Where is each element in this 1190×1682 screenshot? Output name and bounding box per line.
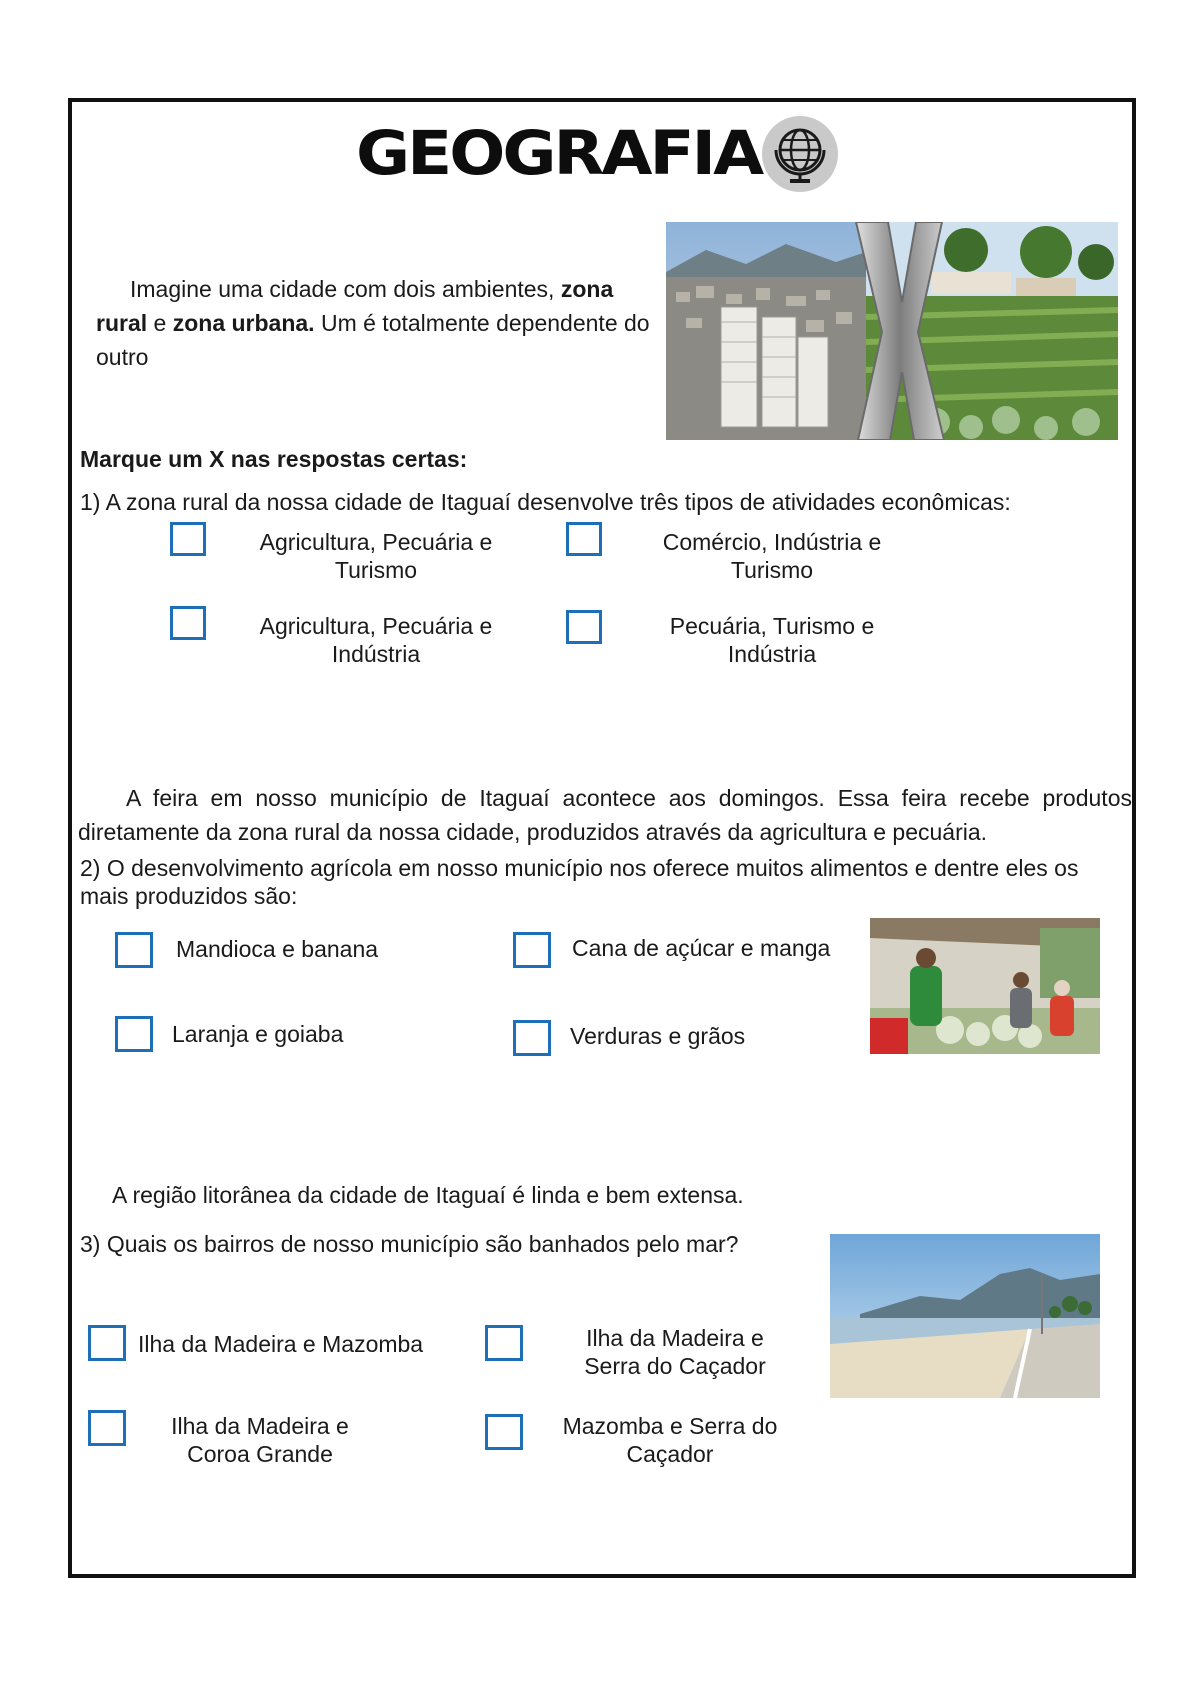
- option-q2-b: Cana de açúcar e manga: [572, 935, 831, 961]
- option-q3-d: Mazomba e Serra do Caçador: [562, 1413, 778, 1467]
- question-3: 3) Quais os bairros de nosso município são banhados pelo mar?: [80, 1231, 739, 1257]
- question-2: 2) O desenvolvimento agrícola em nosso município nos oferece muitos alimentos e dentre eles os mais produzidos são:: [80, 855, 1079, 909]
- beach-photo: [830, 1234, 1100, 1398]
- feira-paragraph: A feira em nosso município de Itaguaí acontece aos domingos. Essa feira recebe produtos diretamente da zona rural da nossa cidade, produzidos através da agricultura e pecuária.: [78, 785, 1132, 845]
- checkbox-q2-b[interactable]: [513, 932, 551, 968]
- option-q3-a: Ilha da Madeira e Mazomba: [138, 1331, 424, 1357]
- option-q2-d: Verduras e grãos: [570, 1023, 746, 1049]
- litoral-paragraph: A região litorânea da cidade de Itaguaí é linda e bem extensa.: [112, 1182, 744, 1208]
- option-q2-a: Mandioca e banana: [176, 936, 379, 962]
- urban-rural-photo: [666, 222, 1118, 440]
- checkbox-q3-d[interactable]: [485, 1414, 523, 1450]
- globe-icon: [762, 116, 838, 192]
- checkbox-q3-c[interactable]: [88, 1410, 126, 1446]
- checkbox-q2-c[interactable]: [115, 1016, 153, 1052]
- checkbox-q1-a[interactable]: [170, 522, 206, 556]
- checkbox-q1-d[interactable]: [566, 610, 602, 644]
- checkbox-q3-b[interactable]: [485, 1325, 523, 1361]
- checkbox-q3-a[interactable]: [88, 1325, 126, 1361]
- checkbox-q2-a[interactable]: [115, 932, 153, 968]
- option-q1-c: Agricultura, Pecuária e Indústria: [259, 613, 493, 667]
- option-q1-a: Agricultura, Pecuária e Turismo: [259, 529, 493, 583]
- intro-text: Imagine uma cidade com dois ambientes, zona rural e zona urbana. Um é totalmente dependente do outro: [96, 276, 650, 370]
- option-q3-b: Ilha da Madeira e Serra do Caçador: [584, 1325, 766, 1379]
- option-q1-b: Comércio, Indústria e Turismo: [662, 529, 882, 583]
- checkbox-q1-c[interactable]: [170, 606, 206, 640]
- checkbox-q2-d[interactable]: [513, 1020, 551, 1056]
- option-q1-d: Pecuária, Turismo e Indústria: [669, 613, 875, 667]
- checkbox-q1-b[interactable]: [566, 522, 602, 556]
- market-photo: [870, 918, 1100, 1054]
- option-q3-c: Ilha da Madeira e Coroa Grande: [171, 1413, 349, 1467]
- question-1: 1) A zona rural da nossa cidade de Itaguaí desenvolve três tipos de atividades econômicas:: [80, 489, 1011, 515]
- instruction: Marque um X nas respostas certas:: [80, 446, 468, 472]
- page-title: GEOGRAFIA: [356, 118, 762, 189]
- option-q2-c: Laranja e goiaba: [172, 1021, 344, 1047]
